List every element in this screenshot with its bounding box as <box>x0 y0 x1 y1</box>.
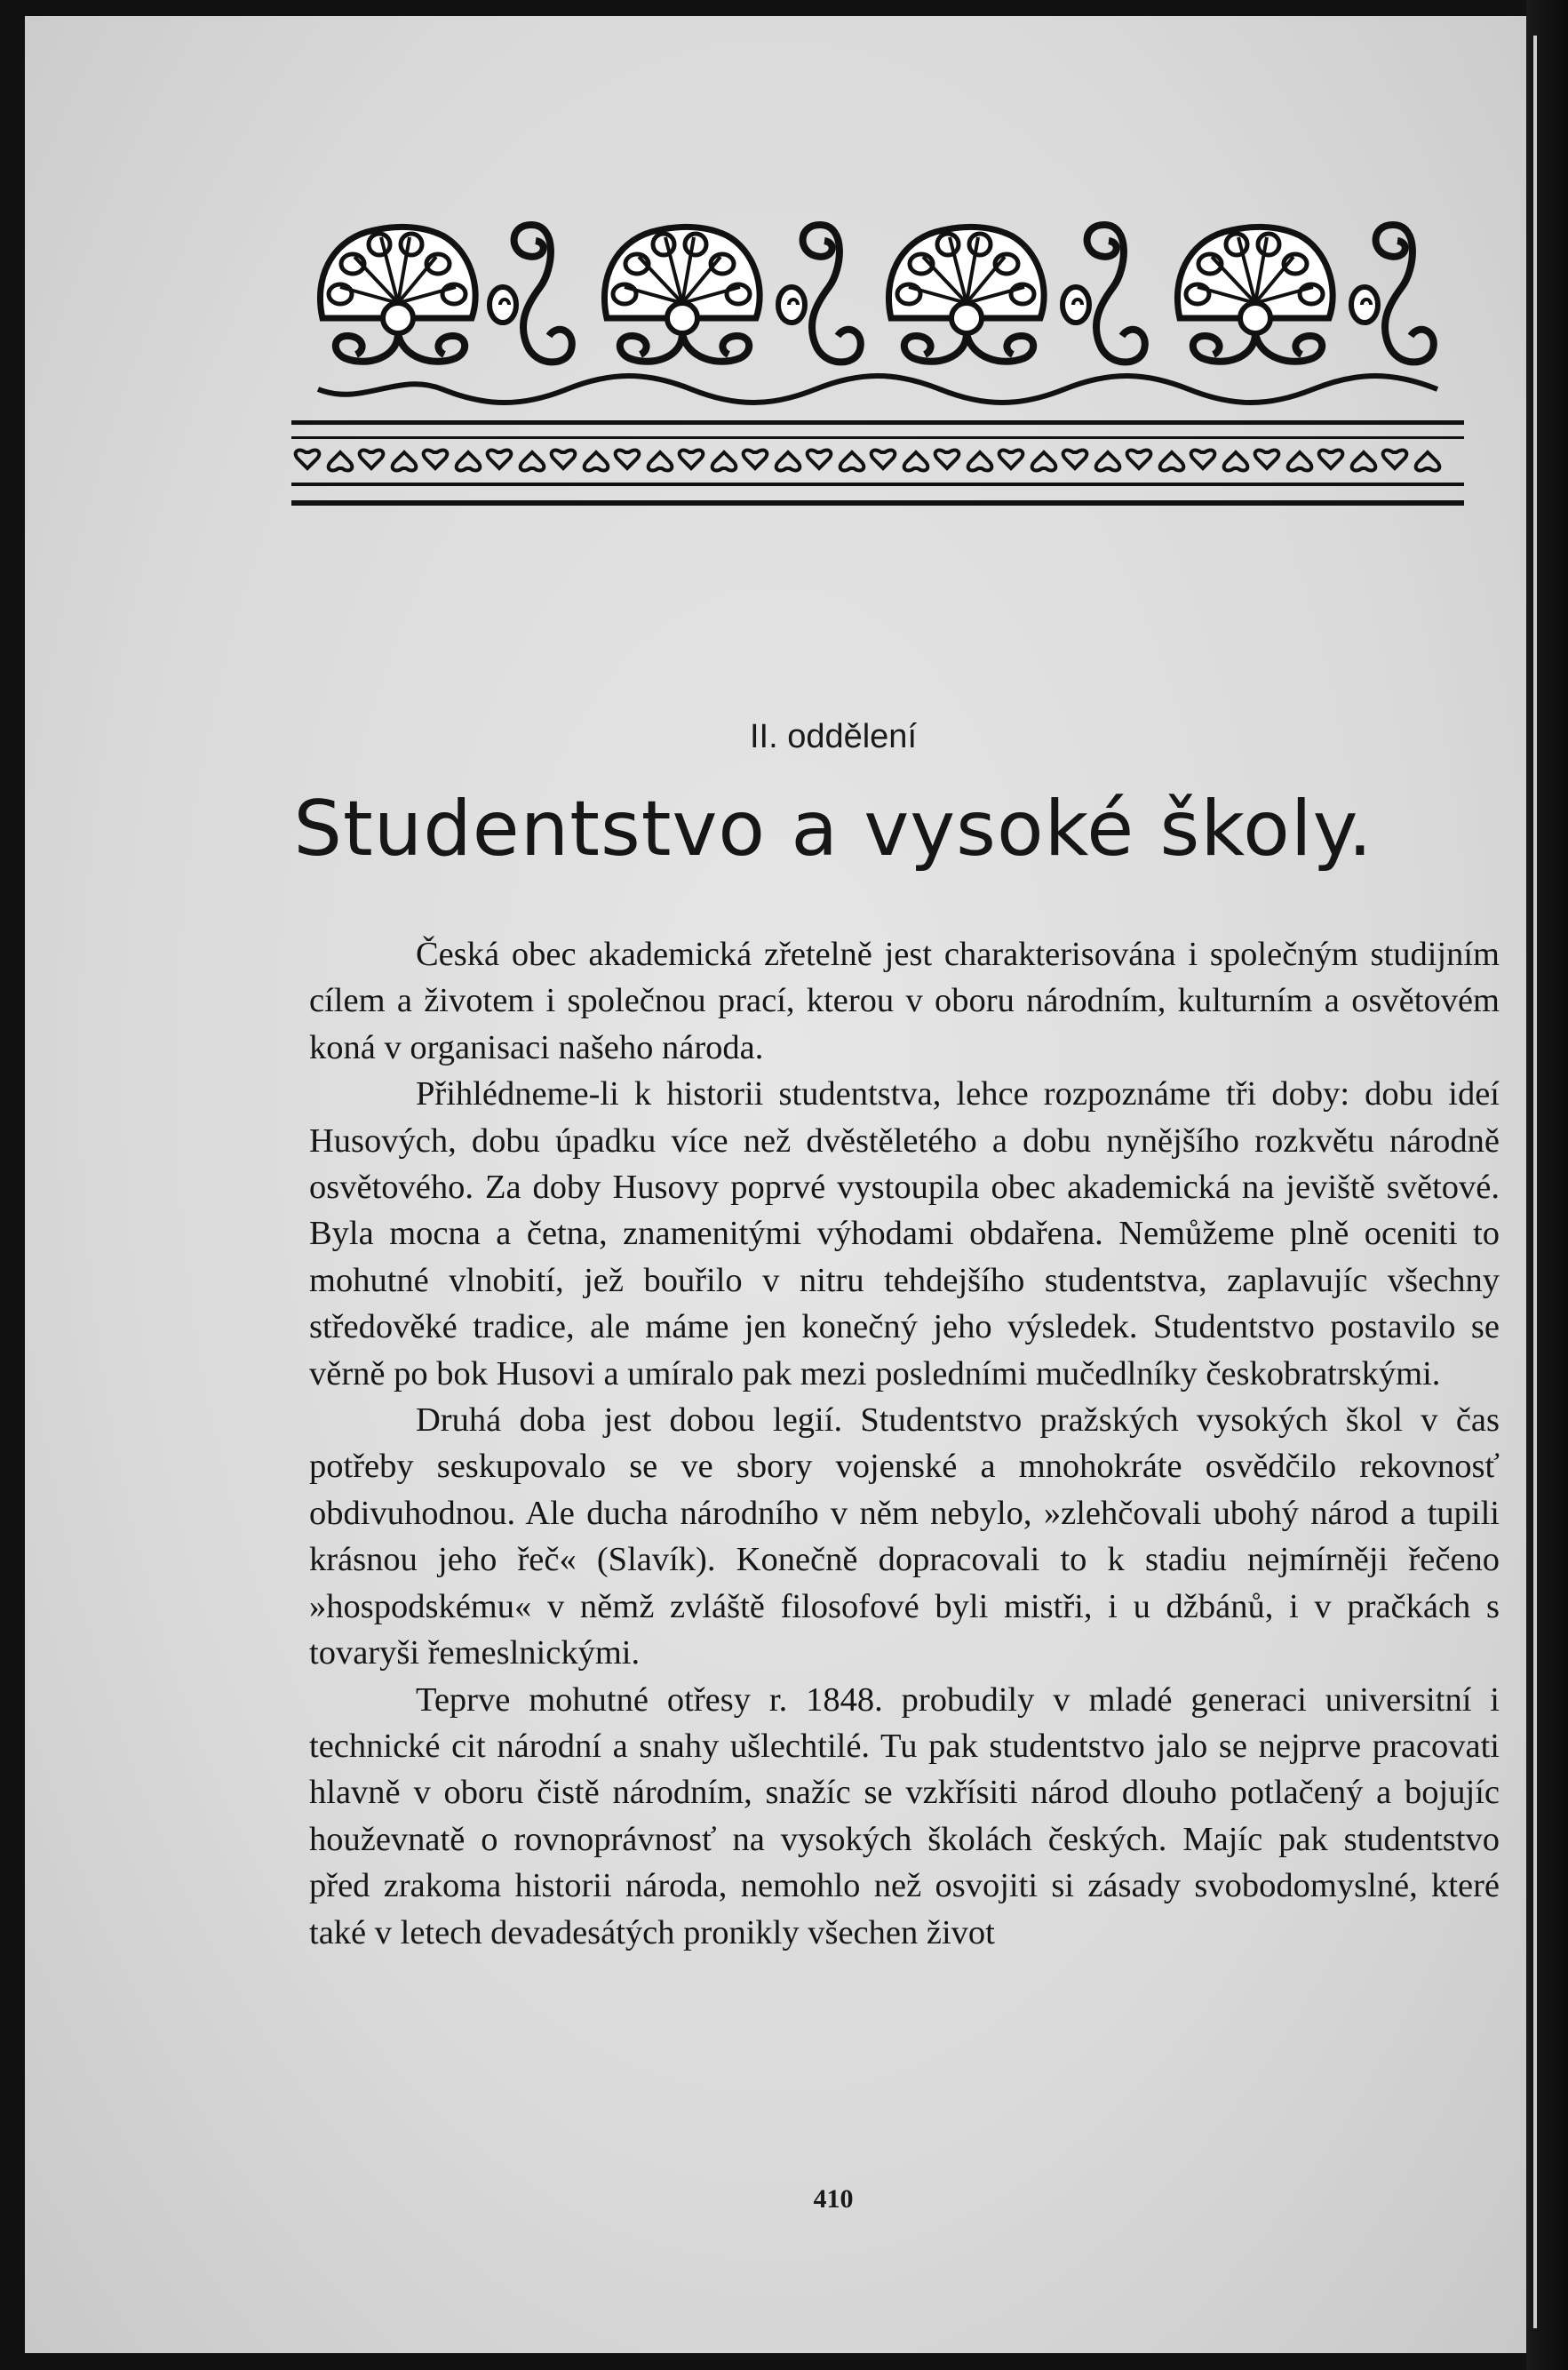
decorative-border-ornament <box>291 198 1464 514</box>
book-page <box>25 16 1526 2353</box>
paragraph: Druhá doba jest dobou legií. Studentstvo pražských vysokých škol v čas potřeby seskupovalo se ve sbory vojenské a mnohokráte osvědčilo rekovnosť obdivuhodnou. Ale ducha národního v něm nebylo, »zlehčovali ubohý národ a tupili krásnou jeho řeč« (Slavík). Konečně dopracovali to k stadiu nejmírněji řečeno »hospodskému« v němž zvláště filosofové byli mistři, i u džbánů, i v pračkách s tovaryši řemeslnickými. <box>309 1401 1500 1672</box>
book-spine-edge <box>1526 0 1568 2370</box>
page-number: 410 <box>813 2184 854 2214</box>
section-heading: II. oddělení <box>749 718 918 755</box>
body-text <box>309 931 1500 1956</box>
paragraph: Přihlédneme-li k historii studentstva, lehce rozpoznáme tři doby: dobu ideí Husových, dobu úpadku více než dvěstěletého a dobu nynějšího rozkvětu národně osvětového. Za doby Husovy poprvé vystoupila obec akademická na jeviště světové. Byla mocna a četna, znamenitými výhodami obdařena. Nemůžeme plně oceniti to mohutné vlnobití, jež bouřilo v nitru tehdejšího studentstva, zaplavujíc všechny středověké tradice, ale máme jen konečný jeho výsledek. Studentstvo postavilo se věrně po bok Husovi a umíralo pak mezi posledními mučedlníky českobratrskými. <box>309 1075 1500 1392</box>
paragraph: Česká obec akademická zřetelně jest charakterisována i společným studijním cílem a životem i společnou prací, kterou v oboru národním, kulturním a osvětovém koná v organisaci našeho národa. <box>309 936 1500 1066</box>
paragraph: Teprve mohutné otřesy r. 1848. probudily v mladé generaci universitní i technické cit národní a snahy ušlechtilé. Tu pak studentstvo jalo se nejprve pracovati hlavně v oboru čistě národním, snažíc se vzkřísiti národ dlouho potlačený a bojujíc houževnatě o rovnoprávnosť na vysokých školách českých. Majíc pak studentstvo před zrakoma historii národa, nemohlo než osvojiti si zásady svobodomyslné, které také v letech devadesátých pronikly všechen život <box>309 1680 1500 1951</box>
chapter-title: Studentstvo a vysoké školy. <box>293 785 1373 874</box>
